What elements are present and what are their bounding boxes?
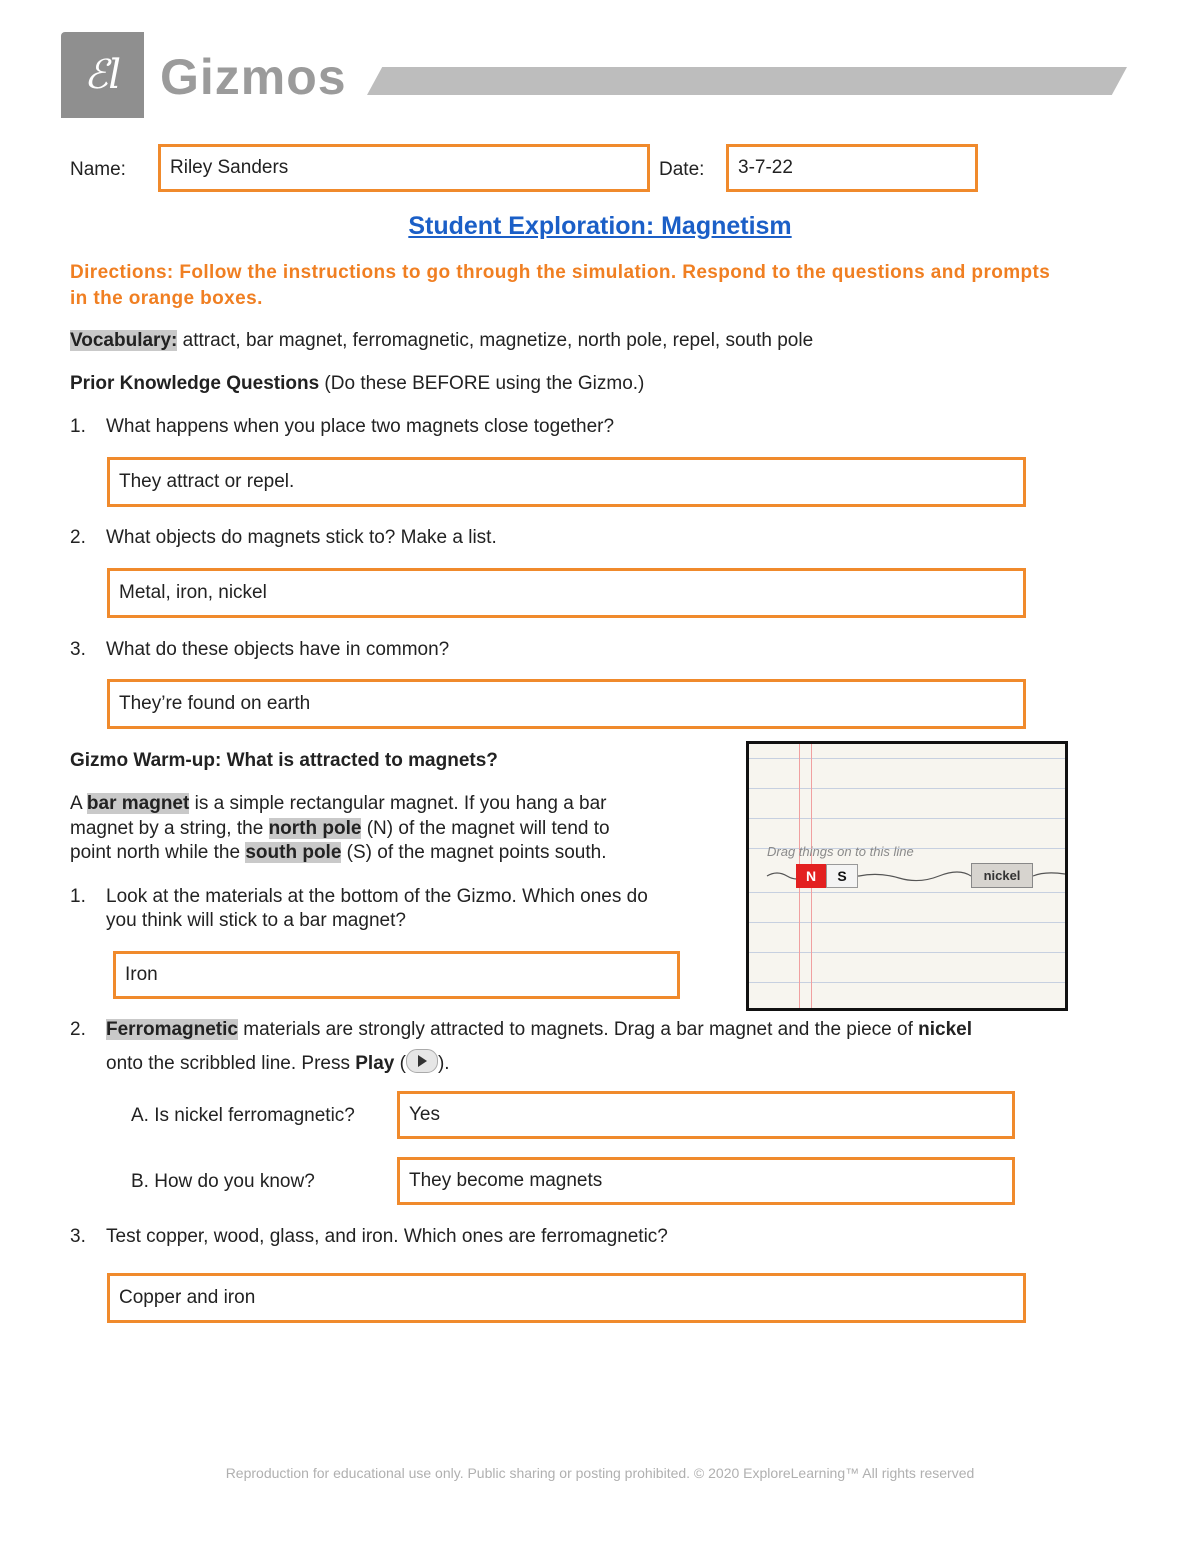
sub-question-a: A. Is nickel ferromagnetic?: [131, 1105, 355, 1126]
question-number: 3.: [70, 1226, 86, 1247]
name-field[interactable]: Riley Sanders: [158, 144, 650, 192]
question-text: Ferromagnetic materials are strongly attracted to magnets. Drag a bar magnet and the piece of nickel: [106, 1019, 972, 1040]
answer-box[interactable]: They attract or repel.: [107, 457, 1026, 507]
footer-copyright: Reproduction for educational use only. Public sharing or posting prohibited. © 2020 ExploreLearning™ All rights reserved: [225, 1465, 975, 1481]
term-south-pole: south pole: [245, 842, 342, 863]
question-number: 3.: [70, 639, 86, 660]
date-field[interactable]: 3-7-22: [726, 144, 978, 192]
gizmos-wordmark: Gizmos: [160, 49, 347, 105]
question-number: 1.: [70, 886, 86, 907]
name-label: Name:: [70, 159, 126, 180]
question-number: 1.: [70, 416, 86, 437]
vocabulary-label: Vocabulary:: [70, 330, 178, 351]
answer-box[interactable]: They become magnets: [397, 1157, 1015, 1205]
term-north-pole: north pole: [268, 817, 362, 839]
magnet-north-pole: N: [796, 864, 826, 888]
question-number: 2.: [70, 1019, 86, 1040]
question-text: What do these objects have in common?: [106, 639, 450, 660]
term-bar-magnet: bar magnet: [86, 793, 190, 814]
question-text: What objects do magnets stick to? Make a list.: [106, 527, 497, 548]
question-text: onto the scribbled line. Press Play ( ).: [106, 1049, 450, 1076]
question-number: 2.: [70, 527, 86, 548]
header-bar: [367, 67, 1127, 95]
magnet-south-pole: S: [826, 864, 858, 888]
date-label: Date:: [659, 159, 705, 180]
term-ferromagnetic: Ferromagnetic: [106, 1019, 238, 1040]
drag-instruction: Drag things on to this line: [767, 844, 914, 859]
explorelearning-logo: ℰl: [61, 32, 144, 118]
question-text: Look at the materials at the bottom of the Gizmo. Which ones do: [106, 886, 648, 907]
question-text: you think will stick to a bar magnet?: [106, 910, 406, 931]
sub-question-b: B. How do you know?: [131, 1171, 315, 1192]
vocabulary-terms: attract, bar magnet, ferromagnetic, magnetize, north pole, repel, south pole: [177, 330, 814, 351]
question-text: Test copper, wood, glass, and iron. Which ones are ferromagnetic?: [106, 1226, 668, 1247]
prior-knowledge-heading: Prior Knowledge Questions (Do these BEFORE using the Gizmo.): [70, 373, 645, 394]
answer-box[interactable]: Metal, iron, nickel: [107, 568, 1026, 618]
play-icon: [406, 1049, 438, 1073]
gizmo-simulation-image: [746, 741, 1068, 1011]
warmup-heading: Gizmo Warm-up: What is attracted to magnets?: [70, 750, 498, 771]
answer-box[interactable]: They’re found on earth: [107, 679, 1026, 729]
answer-box[interactable]: Iron: [113, 951, 680, 999]
answer-box[interactable]: Copper and iron: [107, 1273, 1026, 1323]
question-text: What happens when you place two magnets close together?: [106, 416, 615, 437]
vocabulary-line: [70, 329, 813, 353]
directions-text: Directions: Follow the instructions to go through the simulation. Respond to the questions and prompts in the orange boxes.: [70, 262, 1051, 309]
page-title: Student Exploration: Magnetism: [408, 212, 792, 240]
answer-box[interactable]: Yes: [397, 1091, 1015, 1139]
warmup-intro: A bar magnet is a simple rectangular magnet. If you hang a bar magnet by a string, the north pole (N) of the magnet will tend to point north while the south pole (S) of the magnet points south.: [70, 793, 610, 863]
nickel-block: nickel: [971, 863, 1033, 888]
